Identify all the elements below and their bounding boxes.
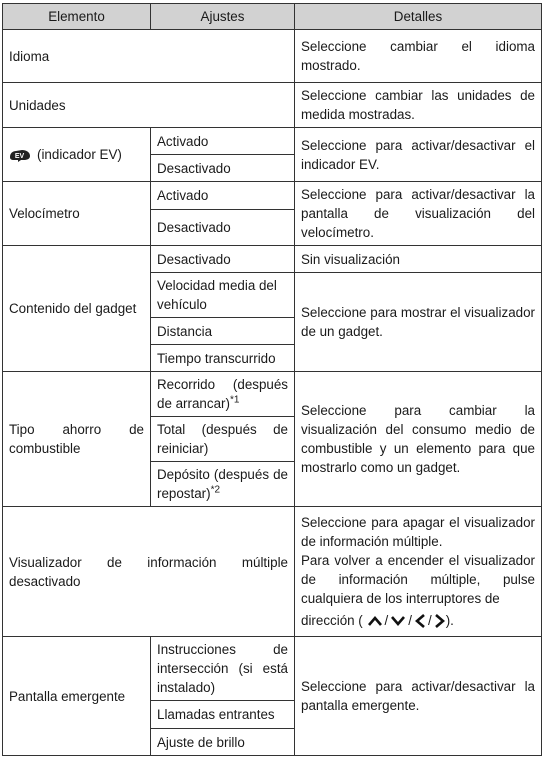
row-emergente-ajuste-instrucciones: Instrucciones de intersección (si está instalado)	[151, 637, 295, 701]
up-arrow-icon	[367, 615, 383, 627]
arrow-sep: /	[427, 613, 432, 628]
table-row	[3, 128, 542, 155]
row-ahorro-ajuste-total: Total (después de reiniciar)	[151, 417, 295, 462]
table-row	[3, 637, 542, 701]
table-header-row	[3, 4, 542, 30]
row-ahorro-detalles: Seleccione para cambiar la visualización del consumo medio de combustible y un elemento para que mostrarlo como un gadget.	[295, 372, 542, 507]
header-elemento: Elemento	[3, 4, 151, 30]
right-arrow-icon	[434, 613, 446, 629]
ev-label: (indicador EV)	[37, 147, 122, 162]
footnote-2: *2	[210, 484, 221, 496]
left-arrow-icon	[414, 613, 426, 629]
row-ahorro-ajuste-deposito	[151, 462, 295, 507]
row-ev-ajuste-desactivado: Desactivado	[151, 155, 295, 182]
table-row	[3, 246, 542, 273]
footnote-1: *1	[229, 394, 240, 406]
arrow-sep: /	[384, 613, 389, 628]
row-gadget-ajuste-distancia: Distancia	[151, 318, 295, 345]
multi-detalles-p3	[301, 611, 535, 630]
table-row	[3, 182, 542, 210]
row-ev-elemento	[3, 128, 151, 182]
row-gadget-detalles-sin: Sin visualización	[295, 246, 542, 273]
row-ev-detalles: Seleccione para activar/desactivar el indicador EV.	[295, 128, 542, 182]
ahorro-deposito-label: Depósito (después de repostar)	[157, 467, 288, 501]
row-emergente-ajuste-brillo: Ajuste de brillo	[151, 729, 295, 756]
row-velocimetro-elemento: Velocímetro	[3, 182, 151, 246]
row-ahorro-ajuste-recorrido	[151, 372, 295, 417]
row-velocimetro-ajuste-desactivado: Desactivado	[151, 210, 295, 246]
table-row	[3, 372, 542, 417]
ev-icon-text: EV	[14, 153, 25, 161]
multi-detalles-p1: Seleccione para apagar el visualizador de información múltiple.	[301, 515, 535, 549]
row-emergente-elemento: Pantalla emergente	[3, 637, 151, 756]
arrow-sep: /	[408, 613, 412, 628]
row-multi-detalles	[295, 507, 542, 637]
direccion-label: dirección (	[301, 613, 363, 628]
row-ev-ajuste-activado: Activado	[151, 128, 295, 155]
down-arrow-icon	[390, 615, 406, 627]
ahorro-recorrido-label: Recorrido (después de arrancar)	[157, 377, 288, 411]
row-multi-elemento: Visualizador de información múltiple desactivado	[3, 507, 295, 637]
ev-indicator-icon	[9, 148, 31, 162]
table-row	[3, 507, 542, 637]
row-gadget-ajuste-desactivado: Desactivado	[151, 246, 295, 273]
row-idioma-elemento: Idioma	[3, 30, 295, 83]
settings-table	[2, 3, 542, 756]
row-velocimetro-ajuste-activado: Activado	[151, 182, 295, 210]
header-detalles: Detalles	[295, 4, 542, 30]
table-row	[3, 83, 542, 128]
multi-detalles-p2: Para volver a encender el visualizador de información múltiple, pulse cualquiera de los interruptores de	[301, 553, 535, 606]
direccion-close: ).	[445, 613, 454, 628]
row-emergente-ajuste-llamadas: Llamadas entrantes	[151, 701, 295, 729]
row-velocimetro-detalles: Seleccione para activar/desactivar la pantalla de visualización del velocímetro.	[295, 182, 542, 246]
row-gadget-ajuste-velocidad: Velocidad media del vehículo	[151, 273, 295, 318]
row-unidades-detalles: Seleccione cambiar las unidades de medida mostradas.	[295, 83, 542, 128]
row-gadget-ajuste-tiempo: Tiempo transcurrido	[151, 345, 295, 372]
row-unidades-elemento: Unidades	[3, 83, 295, 128]
header-ajustes: Ajustes	[151, 4, 295, 30]
row-emergente-detalles: Seleccione para activar/desactivar la pantalla emergente.	[295, 637, 542, 756]
row-gadget-elemento: Contenido del gadget	[3, 246, 151, 372]
row-idioma-detalles: Seleccione cambiar el idioma mostrado.	[295, 30, 542, 83]
row-gadget-detalles: Seleccione para mostrar el visualizador de un gadget.	[295, 273, 542, 372]
row-ahorro-elemento: Tipo ahorro de combustible	[3, 372, 151, 507]
table-row	[3, 30, 542, 83]
